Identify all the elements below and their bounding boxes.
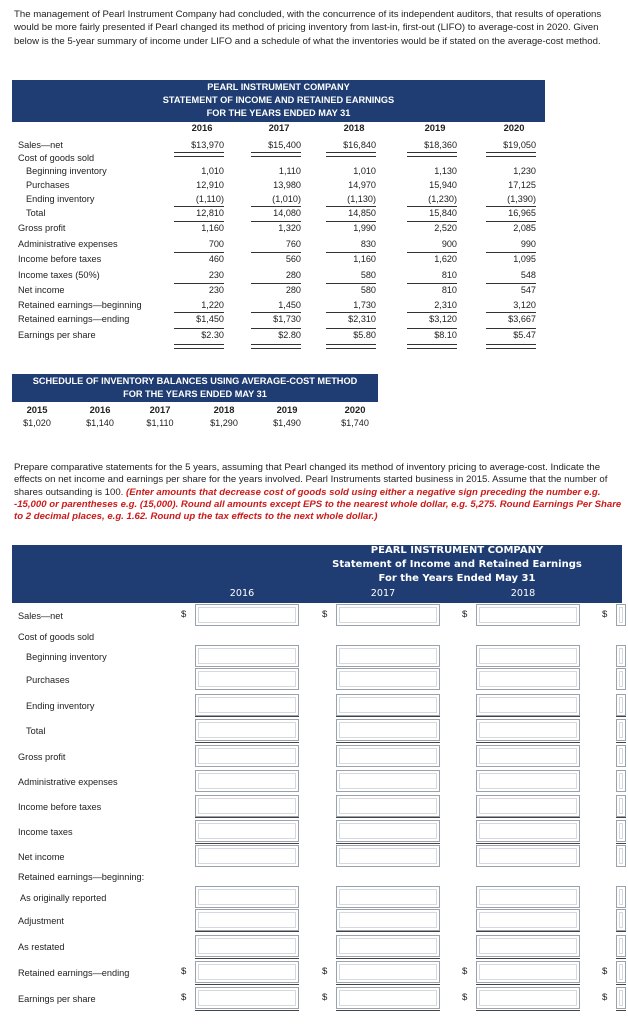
statement-cell: 1,130	[434, 166, 457, 176]
statement-row-label: Gross profit	[18, 223, 66, 233]
statement-cell: (1,130)	[347, 194, 376, 204]
statement-company: PEARL INSTRUMENT COMPANY	[207, 82, 350, 92]
answer-title: Statement of Income and Retained Earnings	[332, 559, 582, 570]
dollar-sign: $	[462, 992, 468, 1003]
answer-input[interactable]	[616, 719, 626, 741]
answer-row-label: Administrative expenses	[18, 777, 118, 787]
statement-cell: 547	[520, 285, 536, 295]
underline	[407, 312, 457, 313]
underline	[326, 283, 376, 284]
statement-year-header: 2017	[268, 122, 290, 133]
answer-input[interactable]	[336, 961, 440, 983]
answer-input[interactable]	[195, 694, 299, 716]
double-underline	[486, 344, 536, 349]
dollar-sign: $	[181, 992, 187, 1003]
double-underline	[174, 344, 224, 349]
answer-row-label: Income taxes	[18, 827, 73, 837]
statement-cell: 1,010	[201, 166, 224, 176]
statement-header-banner	[12, 80, 545, 122]
answer-input[interactable]	[616, 909, 626, 931]
underline	[326, 328, 376, 329]
answer-row-label: Cost of goods sold	[18, 632, 95, 642]
underline	[407, 221, 457, 222]
answer-period: For the Years Ended May 31	[378, 573, 536, 584]
statement-year-header: 2018	[343, 122, 365, 133]
answer-underline	[616, 1010, 626, 1011]
answer-underline	[616, 958, 626, 959]
answer-underline	[195, 716, 299, 717]
answer-input[interactable]	[336, 886, 440, 908]
schedule-period: FOR THE YEARS ENDED MAY 31	[123, 389, 267, 399]
statement-cell: $2,310	[348, 314, 376, 324]
underline	[486, 252, 536, 253]
answer-underline	[336, 984, 440, 985]
schedule-value: $1,140	[86, 418, 114, 428]
double-underline	[326, 152, 376, 157]
statement-cell: $5.47	[513, 330, 536, 340]
answer-input[interactable]	[336, 987, 440, 1009]
statement-cell: 580	[360, 285, 376, 295]
answer-underline	[195, 958, 299, 959]
answer-input[interactable]	[336, 719, 440, 741]
answer-input[interactable]	[616, 935, 626, 957]
answer-input[interactable]	[476, 745, 580, 767]
dollar-sign: $	[322, 966, 328, 977]
statement-cell: 760	[285, 239, 301, 249]
statement-row-label: Beginning inventory	[26, 166, 107, 176]
statement-cell: 3,120	[513, 300, 536, 310]
statement-cell: 14,080	[273, 208, 301, 218]
answer-input[interactable]	[195, 604, 299, 626]
statement-cell: 12,810	[196, 208, 224, 218]
statement-cell: 1,160	[353, 254, 376, 264]
answer-underline	[195, 1010, 299, 1011]
answer-input[interactable]	[476, 694, 580, 716]
underline	[174, 328, 224, 329]
statement-cell: 1,990	[353, 223, 376, 233]
schedule-value: $1,740	[341, 418, 369, 428]
schedule-value: $1,020	[23, 418, 51, 428]
dollar-sign: $	[462, 966, 468, 977]
statement-cell: 1,320	[278, 223, 301, 233]
instructions-text: Prepare comparative statements for the 5 years, assuming that Pearl changed its method of inventory pricing to average-cost. Indicate the effects on net income and earnings per share for the years involved. Pearl Instruments started business in 2015. Assume that the number of shares outsanding is 100.	[14, 462, 608, 498]
answer-row-label: As originally reported	[20, 893, 107, 903]
answer-input[interactable]	[195, 820, 299, 842]
answer-row-label: Retained earnings—beginning:	[18, 872, 145, 882]
schedule-year: 2018	[213, 404, 235, 415]
answer-underline	[476, 958, 580, 959]
underline	[251, 206, 301, 207]
answer-input[interactable]	[336, 645, 440, 667]
answer-input[interactable]	[616, 770, 626, 792]
answer-year-header: 2016	[229, 588, 255, 599]
answer-underline	[336, 958, 440, 959]
statement-cell: 15,940	[429, 180, 457, 190]
underline	[251, 283, 301, 284]
underline	[486, 283, 536, 284]
schedule-value: $1,490	[273, 418, 301, 428]
statement-cell: (1,110)	[195, 194, 224, 204]
statement-cell: $3,667	[508, 314, 536, 324]
statement-cell: 1,110	[278, 166, 301, 176]
answer-input[interactable]	[336, 694, 440, 716]
answer-input[interactable]	[616, 845, 626, 867]
answer-input[interactable]	[195, 645, 299, 667]
schedule-header-banner	[12, 374, 378, 402]
answer-underline	[476, 716, 580, 717]
answer-row-label: Adjustment	[18, 916, 64, 926]
statement-cell: 1,450	[278, 300, 301, 310]
underline	[174, 206, 224, 207]
double-underline	[326, 344, 376, 349]
statement-cell: 1,220	[201, 300, 224, 310]
statement-period: FOR THE YEARS ENDED MAY 31	[206, 108, 351, 118]
answer-input[interactable]	[195, 668, 299, 690]
answer-underline	[336, 716, 440, 717]
answer-input[interactable]	[616, 886, 626, 908]
statement-cell: $2.30	[201, 330, 224, 340]
underline	[174, 312, 224, 313]
double-underline	[486, 152, 536, 157]
answer-underline	[616, 931, 626, 932]
answer-underline	[336, 742, 440, 743]
answer-underline	[476, 931, 580, 932]
statement-cell: 830	[360, 239, 376, 249]
double-underline	[251, 152, 301, 157]
statement-cell: $8.10	[434, 330, 457, 340]
statement-cell: 230	[208, 270, 224, 280]
statement-cell: $16,840	[343, 140, 376, 150]
answer-underline	[336, 1010, 440, 1011]
answer-row-label: Purchases	[26, 675, 70, 685]
dollar-sign: $	[462, 609, 468, 620]
answer-input[interactable]	[336, 745, 440, 767]
underline	[486, 221, 536, 222]
statement-cell: (1,390)	[507, 194, 536, 204]
answer-input[interactable]	[336, 909, 440, 931]
answer-input[interactable]	[616, 961, 626, 983]
statement-cell: $5.80	[353, 330, 376, 340]
answer-input[interactable]	[476, 987, 580, 1009]
instructions	[14, 462, 622, 523]
answer-input[interactable]	[616, 795, 626, 817]
answer-underline	[476, 742, 580, 743]
statement-cell: (1,010)	[272, 194, 301, 204]
statement-cell: 1,620	[434, 254, 457, 264]
statement-row-label: Retained earnings—beginning	[18, 300, 142, 310]
double-underline	[174, 152, 224, 157]
answer-row-label: As restated	[18, 942, 65, 952]
statement-cell: $13,970	[191, 140, 224, 150]
answer-input[interactable]	[476, 820, 580, 842]
statement-cell: 580	[360, 270, 376, 280]
dollar-sign: $	[322, 992, 328, 1003]
statement-cell: 810	[441, 285, 457, 295]
answer-row-label: Beginning inventory	[26, 652, 107, 662]
answer-underline	[336, 843, 440, 844]
statement-row-label: Income before taxes	[18, 254, 102, 264]
answer-input[interactable]	[336, 770, 440, 792]
answer-input[interactable]	[195, 886, 299, 908]
answer-input[interactable]	[476, 645, 580, 667]
statement-row-label: Net income	[18, 285, 65, 295]
statement-cell: 17,125	[508, 180, 536, 190]
answer-input[interactable]	[616, 820, 626, 842]
statement-cell: $1,730	[273, 314, 301, 324]
double-underline	[251, 344, 301, 349]
statement-year-header: 2016	[191, 122, 213, 133]
underline	[251, 221, 301, 222]
answer-input[interactable]	[195, 745, 299, 767]
statement-cell: 12,910	[196, 180, 224, 190]
answer-input[interactable]	[336, 935, 440, 957]
statement-cell: 700	[208, 239, 224, 249]
answer-input[interactable]	[336, 668, 440, 690]
answer-input[interactable]	[616, 645, 626, 667]
statement-cell: 1,230	[513, 166, 536, 176]
answer-underline	[616, 716, 626, 717]
schedule-year: 2017	[149, 404, 171, 415]
statement-cell: 16,965	[508, 208, 536, 218]
statement-row-label: Cost of goods sold	[18, 153, 95, 163]
answer-underline	[476, 843, 580, 844]
underline	[326, 312, 376, 313]
answer-input[interactable]	[336, 795, 440, 817]
dollar-sign: $	[181, 966, 187, 977]
answer-input[interactable]	[616, 987, 626, 1009]
statement-cell: $1,450	[196, 314, 224, 324]
answer-input[interactable]	[195, 961, 299, 983]
statement-cell: 900	[441, 239, 457, 249]
answer-underline	[616, 984, 626, 985]
statement-row-label: Earnings per share	[18, 330, 96, 340]
answer-input[interactable]	[195, 795, 299, 817]
underline	[251, 328, 301, 329]
underline	[251, 252, 301, 253]
answer-input[interactable]	[476, 604, 580, 626]
statement-cell: 230	[208, 285, 224, 295]
double-underline	[407, 344, 457, 349]
answer-underline	[195, 931, 299, 932]
statement-row-label: Purchases	[26, 180, 70, 190]
underline	[407, 252, 457, 253]
statement-cell: 1,010	[353, 166, 376, 176]
underline	[486, 206, 536, 207]
underline	[174, 221, 224, 222]
statement-cell: 990	[520, 239, 536, 249]
answer-row-label: Gross profit	[18, 752, 66, 762]
answer-year-header: 2018	[510, 588, 536, 599]
statement-row-label: Total	[26, 208, 46, 218]
statement-cell: 14,850	[348, 208, 376, 218]
statement-cell: 1,160	[201, 223, 224, 233]
statement-cell: 2,520	[434, 223, 457, 233]
schedule-year: 2016	[89, 404, 111, 415]
answer-input[interactable]	[476, 886, 580, 908]
schedule-value: $1,110	[146, 418, 174, 428]
answer-input[interactable]	[195, 935, 299, 957]
statement-cell: 1,730	[353, 300, 376, 310]
underline	[486, 328, 536, 329]
answer-underline	[195, 843, 299, 844]
answer-input[interactable]	[476, 719, 580, 741]
answer-input[interactable]	[195, 845, 299, 867]
answer-year-header: 2017	[370, 588, 396, 599]
answer-row-label: Retained earnings—ending	[18, 968, 130, 978]
statement-cell: 2,085	[513, 223, 536, 233]
underline	[251, 312, 301, 313]
answer-input[interactable]	[336, 820, 440, 842]
statement-row-label: Administrative expenses	[18, 239, 118, 249]
answer-underline	[336, 931, 440, 932]
answer-input[interactable]	[195, 909, 299, 931]
answer-input[interactable]	[476, 909, 580, 931]
statement-cell: 1,095	[513, 254, 536, 264]
answer-underline	[195, 742, 299, 743]
statement-row-label: Ending inventory	[26, 194, 95, 204]
answer-input[interactable]	[476, 770, 580, 792]
statement-cell: 560	[285, 254, 301, 264]
answer-input[interactable]	[476, 845, 580, 867]
schedule-year: 2019	[276, 404, 298, 415]
schedule-year: 2020	[344, 404, 366, 415]
underline	[407, 206, 457, 207]
answer-input[interactable]	[616, 745, 626, 767]
underline	[174, 283, 224, 284]
statement-row-label: Retained earnings—ending	[18, 314, 130, 324]
answer-underline	[616, 817, 626, 818]
underline	[407, 283, 457, 284]
statement-year-header: 2020	[503, 122, 525, 133]
statement-row-label: Income taxes (50%)	[18, 270, 100, 280]
statement-cell: 280	[285, 270, 301, 280]
answer-row-label: Ending inventory	[26, 701, 95, 711]
underline	[486, 312, 536, 313]
statement-cell: 2,310	[434, 300, 457, 310]
answer-row-label: Sales—net	[18, 611, 63, 621]
statement-row-label: Sales—net	[18, 140, 63, 150]
intro-paragraph: The management of Pearl Instrument Company had concluded, with the concurrence of its independent auditors, that results of operations would be more fairly presented if Pearl changed its method of pricing inventory from last-in, first-out (LIFO) to average-cost in 2020. Given below is the 5-year summary of income under LIFO and a schedule of what the inventories would be if stated on the average-cost method.	[14, 9, 602, 47]
instructions-emphasis: (Enter amounts that decrease cost of goods sold using either a negative sign preceding the number e.g. -15,000 or parentheses e.g. (15,000). Round all amounts except EPS to the nearest whole dollar, e.g. 5,275. Round Earnings Per Share to 2 decimal places, e.g. 1.62. Round up the tax effects to the next whole dollar.)	[14, 486, 622, 523]
underline	[326, 252, 376, 253]
answer-underline	[336, 817, 440, 818]
dollar-sign: $	[322, 609, 328, 620]
answer-company: PEARL INSTRUMENT COMPANY	[370, 545, 544, 556]
answer-underline	[616, 843, 626, 844]
dollar-sign: $	[602, 966, 608, 977]
statement-cell: 810	[441, 270, 457, 280]
statement-cell: $3,120	[429, 314, 457, 324]
answer-input[interactable]	[616, 668, 626, 690]
answer-input[interactable]	[195, 719, 299, 741]
underline	[326, 221, 376, 222]
schedule-value: $1,290	[210, 418, 238, 428]
statement-cell: $18,360	[424, 140, 457, 150]
statement-cell: 280	[285, 285, 301, 295]
answer-input[interactable]	[476, 935, 580, 957]
statement-cell: 13,980	[273, 180, 301, 190]
statement-cell: (1,230)	[428, 194, 457, 204]
schedule-year: 2015	[26, 404, 48, 415]
answer-input[interactable]	[336, 604, 440, 626]
underline	[174, 252, 224, 253]
statement-year-header: 2019	[424, 122, 446, 133]
answer-underline	[476, 817, 580, 818]
answer-underline	[476, 1010, 580, 1011]
statement-cell: 14,970	[348, 180, 376, 190]
answer-row-label: Earnings per share	[18, 994, 96, 1004]
answer-underline	[195, 984, 299, 985]
statement-cell: $2.80	[278, 330, 301, 340]
schedule-title: SCHEDULE OF INVENTORY BALANCES USING AVERAGE-COST METHOD	[32, 376, 358, 386]
statement-cell: $19,050	[503, 140, 536, 150]
statement-cell: 15,840	[429, 208, 457, 218]
answer-input[interactable]	[476, 795, 580, 817]
statement-cell: 460	[208, 254, 224, 264]
answer-input[interactable]	[336, 845, 440, 867]
answer-input[interactable]	[616, 604, 626, 626]
statement-cell: $15,400	[268, 140, 301, 150]
answer-underline	[616, 742, 626, 743]
statement-title: STATEMENT OF INCOME AND RETAINED EARNINGS	[162, 95, 395, 105]
answer-underline	[195, 817, 299, 818]
answer-input[interactable]	[195, 770, 299, 792]
answer-input[interactable]	[195, 987, 299, 1009]
answer-row-label: Total	[26, 726, 46, 736]
statement-cell: 548	[520, 270, 536, 280]
underline	[326, 206, 376, 207]
answer-row-label: Income before taxes	[18, 802, 102, 812]
answer-underline	[476, 984, 580, 985]
double-underline	[407, 152, 457, 157]
dollar-sign: $	[602, 609, 608, 620]
answer-input[interactable]	[616, 694, 626, 716]
answer-input[interactable]	[476, 668, 580, 690]
underline	[407, 328, 457, 329]
answer-input[interactable]	[476, 961, 580, 983]
dollar-sign: $	[181, 609, 187, 620]
answer-row-label: Net income	[18, 852, 65, 862]
dollar-sign: $	[602, 992, 608, 1003]
